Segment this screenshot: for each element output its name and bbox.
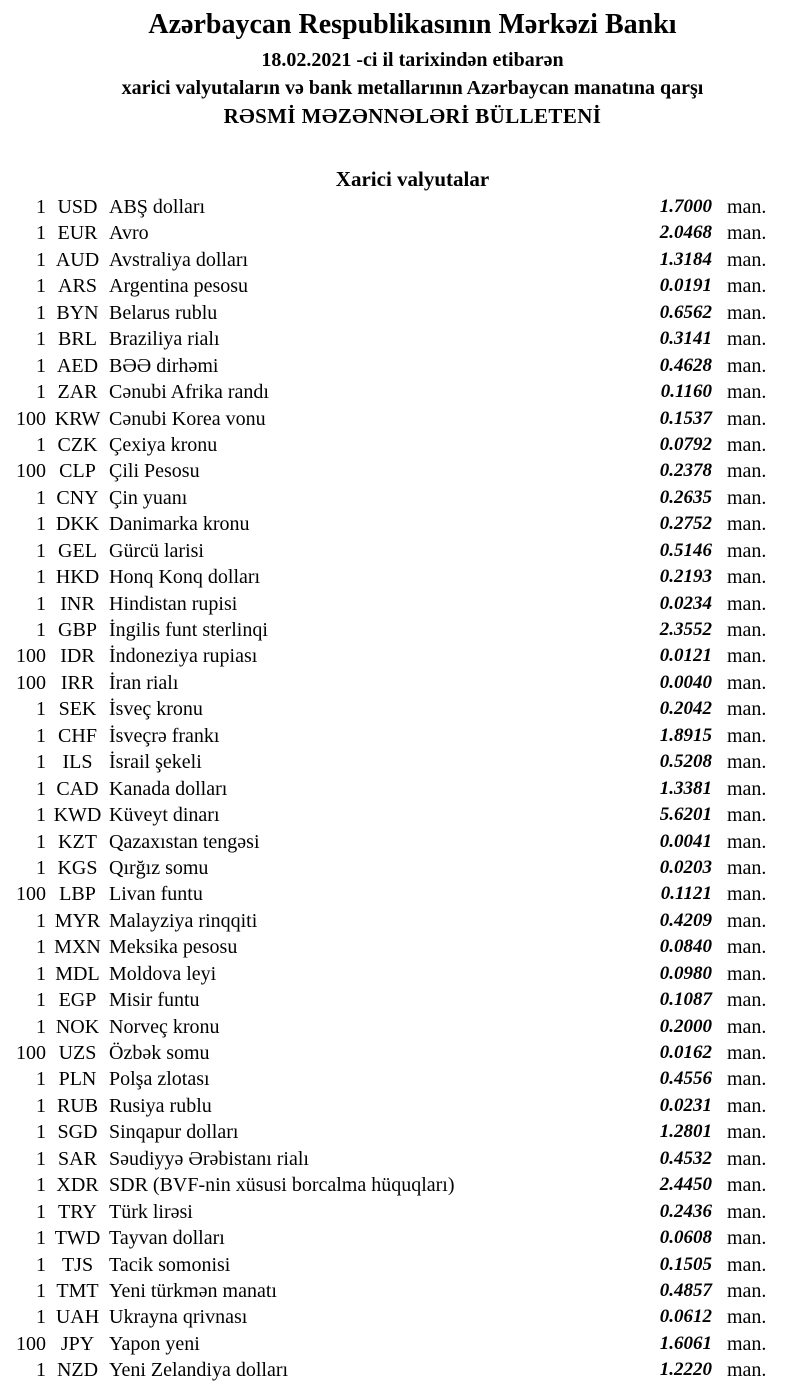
currency-code: KRW (54, 407, 101, 430)
currency-name: Avro (109, 222, 149, 245)
currency-quantity: 1 (36, 1200, 46, 1223)
rates-table (0, 194, 800, 1384)
currency-row (0, 1199, 800, 1225)
currency-code: KZT (58, 830, 97, 853)
currency-code: CNY (56, 486, 99, 509)
currency-rate: 0.0792 (659, 433, 712, 455)
currency-code: TJS (61, 1253, 94, 1276)
currency-name: Qırğız somu (109, 856, 209, 879)
currency-row (0, 591, 800, 617)
currency-quantity: 1 (36, 566, 46, 589)
currency-code: BYN (56, 301, 99, 324)
currency-unit: man. (727, 1359, 767, 1382)
currency-rate: 0.0980 (659, 962, 712, 984)
currency-row (0, 194, 800, 220)
currency-row (0, 802, 800, 828)
currency-name: Misir funtu (109, 989, 200, 1012)
currency-unit: man. (727, 1121, 767, 1144)
currency-row (0, 1146, 800, 1172)
currency-quantity: 1 (36, 1121, 46, 1144)
currency-unit: man. (727, 1279, 767, 1302)
bank-title: Azərbaycan Respublikasının Mərkəzi Bankı (148, 9, 677, 40)
currency-code: MYR (54, 909, 101, 932)
currency-name: İran rialı (109, 671, 179, 694)
currency-row (0, 987, 800, 1013)
currency-name: Danimarka kronu (109, 513, 250, 536)
currency-code: PLN (58, 1068, 97, 1091)
currency-quantity: 1 (36, 1227, 46, 1250)
currency-quantity: 1 (36, 328, 46, 351)
currency-row (0, 1331, 800, 1357)
currency-code: RUB (56, 1094, 99, 1117)
currency-code: KWD (53, 804, 102, 827)
currency-quantity: 1 (36, 513, 46, 536)
currency-quantity: 1 (36, 1359, 46, 1382)
currency-unit: man. (727, 1042, 767, 1064)
currency-name: Tacik somonisi (109, 1253, 231, 1276)
currency-name: Polşa zlotası (109, 1068, 210, 1091)
currency-name: Cənubi Afrika randı (109, 381, 269, 404)
currency-code: NZD (56, 1359, 99, 1382)
currency-name: İsveçrə frankı (109, 724, 220, 747)
currency-rate: 0.6562 (659, 301, 712, 323)
currency-row (0, 855, 800, 881)
currency-unit: man. (727, 196, 767, 218)
currency-code: CZK (57, 433, 98, 456)
currency-row (0, 1093, 800, 1119)
currency-code: CAD (56, 777, 99, 800)
currency-unit: man. (727, 248, 767, 271)
currency-name: Sinqapur dolları (109, 1121, 239, 1144)
currency-unit: man. (727, 486, 767, 509)
currency-name: Rusiya rublu (109, 1094, 212, 1117)
currency-row (0, 1278, 800, 1304)
currency-row (0, 300, 800, 326)
currency-row (0, 432, 800, 458)
currency-name: Argentina pesosu (109, 275, 249, 298)
currency-row (0, 934, 800, 960)
currency-row (0, 749, 800, 775)
currency-code: ZAR (57, 381, 98, 404)
currency-unit: man. (727, 1174, 767, 1197)
currency-quantity: 1 (36, 1253, 46, 1276)
currency-quantity: 1 (36, 751, 46, 774)
currency-row (0, 1119, 800, 1145)
currency-code: GEL (58, 539, 97, 562)
currency-rate: 1.8915 (659, 724, 712, 746)
currency-quantity: 1 (36, 936, 46, 959)
currency-rate: 1.3381 (659, 777, 712, 799)
currency-name: Meksika pesosu (109, 936, 238, 959)
currency-quantity: 100 (16, 671, 46, 694)
currency-code: SGD (57, 1121, 98, 1144)
currency-quantity: 1 (36, 248, 46, 271)
currency-unit: man. (727, 1200, 767, 1223)
currency-row (0, 564, 800, 590)
currency-quantity: 1 (36, 222, 46, 245)
currency-unit: man. (727, 354, 767, 377)
section-title-foreign-currencies: Xarici valyutalar (335, 167, 490, 191)
currency-unit: man. (727, 1306, 767, 1329)
currency-code: JPY (60, 1332, 95, 1355)
currency-name: BƏƏ dirhəmi (109, 354, 219, 377)
currency-code: DKK (55, 513, 100, 536)
currency-row (0, 776, 800, 802)
currency-row (0, 829, 800, 855)
currency-code: SAR (58, 1147, 97, 1170)
currency-rate: 0.0162 (659, 1042, 712, 1063)
currency-rate: 0.4556 (659, 1068, 712, 1090)
currency-row (0, 458, 800, 484)
currency-unit: man. (727, 1147, 767, 1170)
currency-name: Livan funtu (109, 883, 203, 906)
currency-unit: man. (727, 592, 767, 615)
currency-name: SDR (BVF-nin xüsusi borcalma hüquqları) (109, 1174, 455, 1197)
currency-unit: man. (727, 1332, 767, 1355)
currency-row (0, 961, 800, 987)
currency-name: Avstraliya dolları (109, 248, 249, 271)
currency-quantity: 1 (36, 962, 46, 985)
currency-code: AUD (55, 248, 100, 271)
currency-row (0, 1066, 800, 1092)
bulletin-header (25, 8, 800, 131)
currency-code: NOK (55, 1015, 100, 1038)
currency-quantity: 100 (16, 645, 46, 668)
currency-code: INR (60, 592, 95, 615)
currency-name: Cənubi Korea vonu (109, 407, 266, 430)
currency-unit: man. (727, 698, 767, 721)
currency-unit: man. (727, 883, 767, 906)
currency-row (0, 1357, 800, 1383)
currency-rate: 0.2752 (659, 513, 712, 535)
subtitle-line: xarici valyutaların və bank metallarının Azərbaycan manatına qarşı (121, 77, 704, 99)
currency-row (0, 406, 800, 432)
currency-rate: 0.1160 (660, 381, 712, 403)
currency-rate: 0.1505 (659, 1253, 712, 1275)
currency-rate: 0.4857 (659, 1279, 712, 1301)
currency-row (0, 881, 800, 907)
currency-name: Səudiyyə Ərəbistanı rialı (109, 1147, 309, 1170)
currency-name: İsveç kronu (109, 698, 203, 721)
currency-quantity: 1 (36, 381, 46, 404)
currency-code: USD (57, 196, 98, 218)
currency-unit: man. (727, 460, 767, 483)
currency-rate: 0.0612 (659, 1306, 712, 1328)
currency-rate: 0.2378 (659, 460, 712, 482)
currency-rate: 1.7000 (659, 196, 712, 217)
currency-code: KGS (57, 856, 98, 879)
currency-quantity: 1 (36, 830, 46, 853)
currency-quantity: 100 (16, 883, 46, 906)
currency-name: İngilis funt sterlinqi (109, 619, 268, 641)
currency-rate: 0.0608 (659, 1227, 712, 1249)
currency-code: MDL (55, 962, 100, 985)
currency-quantity: 1 (36, 619, 46, 641)
currency-quantity: 1 (36, 592, 46, 615)
currency-name: Moldova leyi (109, 962, 217, 985)
currency-name: Honq Konq dolları (109, 566, 261, 589)
currency-row (0, 273, 800, 299)
currency-unit: man. (727, 830, 767, 853)
currency-unit: man. (727, 619, 767, 641)
currency-quantity: 100 (16, 407, 46, 430)
currency-name: Kanada dolları (109, 777, 228, 800)
currency-quantity: 1 (36, 1094, 46, 1117)
currency-rate: 0.2000 (659, 1015, 712, 1037)
currency-unit: man. (727, 1227, 767, 1250)
currency-name: İsrail şekeli (109, 751, 202, 774)
currency-unit: man. (727, 539, 767, 562)
currency-row (0, 1172, 800, 1198)
currency-name: Çin yuanı (109, 486, 188, 509)
currency-code: SEK (58, 698, 97, 721)
currency-code: XDR (56, 1174, 99, 1197)
currency-code: ILS (62, 751, 93, 774)
currency-unit: man. (727, 856, 767, 879)
currency-unit: man. (727, 328, 767, 351)
currency-row (0, 1252, 800, 1278)
currency-code: AED (56, 354, 99, 377)
currency-rate: 1.6061 (659, 1332, 712, 1354)
currency-rate: 0.0203 (659, 856, 712, 878)
currency-name: Türk lirəsi (109, 1200, 193, 1223)
currency-code: GBP (58, 619, 97, 641)
currency-code: HKD (55, 566, 100, 589)
currency-rate: 2.4450 (659, 1174, 712, 1196)
currency-unit: man. (727, 671, 767, 694)
currency-rate: 0.1087 (659, 989, 712, 1011)
currency-code: IRR (60, 671, 95, 694)
currency-rate: 0.4532 (659, 1147, 712, 1169)
currency-row (0, 696, 800, 722)
currency-code: UAH (55, 1306, 100, 1329)
currency-unit: man. (727, 909, 767, 932)
currency-unit: man. (727, 275, 767, 298)
currency-unit: man. (727, 433, 767, 456)
currency-row (0, 723, 800, 749)
currency-quantity: 1 (36, 433, 46, 456)
currency-row (0, 326, 800, 352)
currency-row (0, 1304, 800, 1330)
currency-unit: man. (727, 222, 767, 245)
currency-name: ABŞ dolları (109, 196, 206, 218)
currency-quantity: 1 (36, 301, 46, 324)
currency-rate: 0.2436 (659, 1200, 712, 1222)
currency-quantity: 1 (36, 539, 46, 562)
currency-quantity: 1 (36, 989, 46, 1012)
currency-row (0, 1040, 800, 1066)
currency-code: EUR (57, 222, 98, 245)
currency-name: Çili Pesosu (109, 460, 200, 483)
currency-name: Yeni türkmən manatı (109, 1279, 277, 1302)
currency-name: Yeni Zelandiya dolları (109, 1359, 289, 1382)
currency-row (0, 220, 800, 246)
currency-quantity: 1 (36, 1068, 46, 1091)
currency-rate: 0.0231 (659, 1094, 712, 1116)
currency-unit: man. (727, 381, 767, 404)
currency-name: Gürcü larisi (109, 539, 204, 562)
currency-unit: man. (727, 724, 767, 747)
currency-rate: 0.4209 (659, 909, 712, 931)
currency-unit: man. (727, 301, 767, 324)
currency-name: Norveç kronu (109, 1015, 220, 1038)
currency-unit: man. (727, 513, 767, 536)
currency-code: TMT (56, 1279, 99, 1302)
currency-rate: 0.0234 (659, 592, 712, 614)
currency-name: Braziliya rialı (109, 328, 220, 351)
currency-name: Malayziya rinqqiti (109, 909, 258, 932)
currency-unit: man. (727, 804, 767, 827)
currency-unit: man. (727, 1253, 767, 1276)
currency-unit: man. (727, 962, 767, 985)
currency-rate: 0.5146 (659, 539, 712, 561)
currency-quantity: 1 (36, 856, 46, 879)
currency-rate: 0.3141 (659, 328, 712, 350)
currency-row (0, 485, 800, 511)
currency-code: ARS (58, 275, 97, 298)
currency-quantity: 1 (36, 275, 46, 298)
currency-rate: 2.3552 (659, 619, 712, 640)
currency-unit: man. (727, 989, 767, 1012)
currency-rate: 0.0121 (659, 645, 712, 667)
currency-quantity: 100 (16, 460, 46, 483)
currency-code: CLP (59, 460, 96, 483)
currency-name: Yapon yeni (109, 1332, 200, 1355)
currency-quantity: 1 (36, 1015, 46, 1038)
currency-row (0, 908, 800, 934)
currency-rate: 0.0041 (659, 830, 712, 852)
currency-code: LBP (59, 883, 96, 906)
currency-name: Hindistan rupisi (109, 592, 238, 615)
currency-name: Tayvan dolları (109, 1227, 225, 1250)
currency-row (0, 670, 800, 696)
currency-code: IDR (60, 645, 95, 668)
currency-quantity: 1 (36, 1306, 46, 1329)
currency-name: Ukrayna qrivnası (109, 1306, 248, 1329)
currency-rate: 0.5208 (659, 751, 712, 773)
currency-code: TWD (54, 1227, 101, 1250)
currency-rate: 0.0191 (659, 275, 712, 297)
currency-quantity: 100 (16, 1042, 46, 1064)
currency-row (0, 379, 800, 405)
currency-unit: man. (727, 1015, 767, 1038)
currency-quantity: 1 (36, 1279, 46, 1302)
currency-quantity: 100 (16, 1332, 46, 1355)
currency-quantity: 1 (36, 354, 46, 377)
currency-unit: man. (727, 1094, 767, 1117)
currency-rate: 0.2042 (659, 698, 712, 720)
effective-date-line: 18.02.2021 -ci il tarixindən etibarən (261, 49, 564, 71)
currency-quantity: 1 (36, 1147, 46, 1170)
currency-unit: man. (727, 645, 767, 668)
currency-rate: 0.4628 (659, 354, 712, 376)
currency-rate: 0.0040 (659, 671, 712, 693)
currency-row (0, 617, 800, 643)
currency-unit: man. (727, 1068, 767, 1091)
currency-rate: 2.0468 (659, 222, 712, 244)
currency-code: EGP (58, 989, 97, 1012)
currency-rate: 0.0840 (659, 936, 712, 958)
currency-quantity: 1 (36, 698, 46, 721)
currency-rate: 0.2193 (659, 566, 712, 588)
currency-quantity: 1 (36, 804, 46, 827)
currency-quantity: 1 (36, 1174, 46, 1197)
currency-quantity: 1 (36, 486, 46, 509)
currency-unit: man. (727, 407, 767, 430)
currency-code: UZS (58, 1042, 97, 1064)
currency-name: Özbək somu (109, 1042, 210, 1064)
currency-rate: 0.1121 (660, 883, 712, 905)
currency-unit: man. (727, 936, 767, 959)
currency-name: İndoneziya rupiası (109, 645, 258, 668)
currency-row (0, 247, 800, 273)
currency-row (0, 643, 800, 669)
currency-quantity: 1 (36, 777, 46, 800)
bulletin-title: RƏSMİ MƏZƏNNƏLƏRİ BÜLLETENİ (223, 104, 602, 128)
currency-name: Belarus rublu (109, 301, 218, 324)
currency-row (0, 353, 800, 379)
currency-rate: 1.2220 (659, 1359, 712, 1381)
currency-code: MXN (54, 936, 101, 959)
currency-quantity: 1 (36, 909, 46, 932)
currency-row (0, 538, 800, 564)
currency-code: CHF (58, 724, 97, 747)
currency-rate: 5.6201 (659, 804, 712, 826)
currency-name: Çexiya kronu (109, 433, 218, 456)
currency-row (0, 1225, 800, 1251)
currency-unit: man. (727, 566, 767, 589)
currency-rate: 1.2801 (659, 1121, 712, 1143)
currency-rate: 0.1537 (659, 407, 712, 429)
currency-quantity: 1 (36, 724, 46, 747)
currency-code: BRL (58, 328, 97, 351)
currency-rate: 0.2635 (659, 486, 712, 508)
currency-rate: 1.3184 (659, 248, 712, 270)
currency-row (0, 1014, 800, 1040)
currency-unit: man. (727, 751, 767, 774)
currency-quantity: 1 (36, 196, 46, 218)
currency-name: Qazaxıstan tengəsi (109, 830, 260, 853)
currency-row (0, 511, 800, 537)
currency-unit: man. (727, 777, 767, 800)
currency-name: Küveyt dinarı (109, 804, 220, 827)
currency-code: TRY (58, 1200, 97, 1223)
